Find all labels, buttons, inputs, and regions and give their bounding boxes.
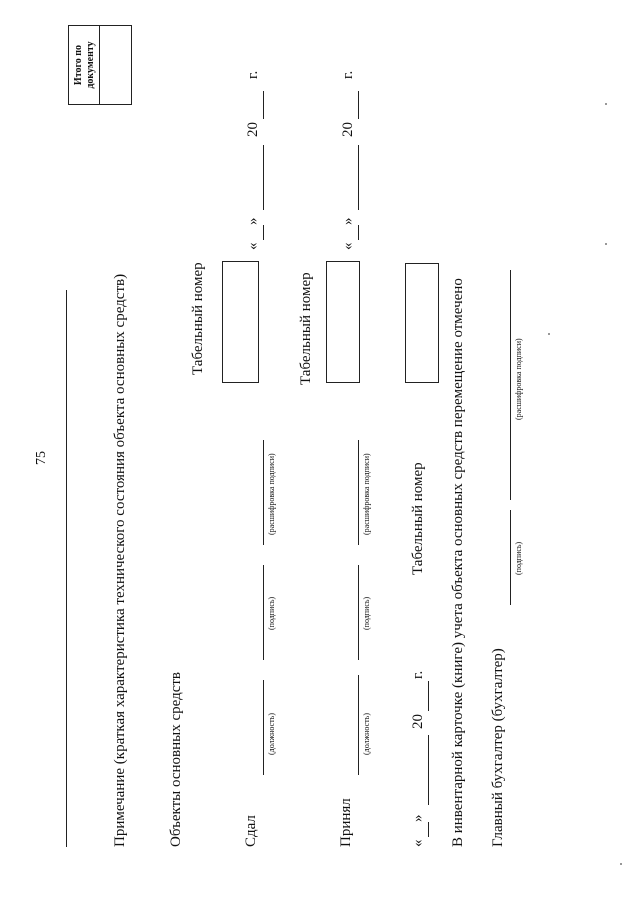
received-tab-label: Табельный номер [298, 272, 314, 385]
totals-value-cell[interactable] [99, 25, 132, 105]
date-row-tab-label: Табельный номер [410, 462, 426, 575]
handed-date-close: » [245, 217, 261, 225]
chief-signature-line[interactable] [510, 510, 511, 605]
handed-position-line[interactable] [263, 680, 264, 775]
received-decode-caption: (расшифровка подписи) [362, 453, 371, 535]
received-day-line[interactable] [358, 225, 359, 240]
handed-label: Сдал [243, 815, 259, 847]
received-year-prefix: 20 [340, 122, 356, 137]
handed-signature-line[interactable] [263, 565, 264, 660]
handed-decode-line[interactable] [263, 440, 264, 545]
date-row-year-prefix: 20 [410, 714, 426, 729]
scan-speck [605, 103, 607, 105]
handed-date-open: « [245, 242, 261, 250]
received-date-close: » [340, 217, 356, 225]
received-signature-line[interactable] [358, 565, 359, 660]
date-row-year-line[interactable] [428, 681, 429, 711]
scan-speck [605, 243, 607, 245]
received-date-open: « [340, 242, 356, 250]
chief-decode-caption: (расшифровка подписи) [514, 338, 523, 420]
handed-year-line[interactable] [263, 91, 264, 119]
chief-signature-caption: (подпись) [514, 541, 523, 575]
inventory-note: В инвентарной карточке (книге) учета объекта основных средств перемещение отмечено [450, 278, 466, 847]
totals-label: Итого по документу [73, 41, 96, 89]
handed-position-caption: (должность) [267, 713, 276, 755]
page-number: 75 [34, 451, 49, 465]
handed-decode-caption: (расшифровка подписи) [267, 453, 276, 535]
received-position-caption: (должность) [362, 713, 371, 755]
handed-month-line[interactable] [263, 145, 264, 210]
received-decode-line[interactable] [358, 440, 359, 545]
date-row-open: « [410, 839, 426, 847]
received-signature-caption: (подпись) [362, 596, 371, 630]
notes-label: Примечание (краткая характеристика технического состояния объекта основных средств) [112, 273, 128, 847]
scan-speck [548, 333, 550, 335]
date-row-close: » [410, 814, 426, 822]
chief-accountant-label: Главный бухгалтер (бухгалтер) [490, 648, 506, 847]
received-year-line[interactable] [358, 91, 359, 119]
top-rule [66, 290, 67, 847]
received-tab-number-box[interactable] [326, 261, 360, 383]
handed-signature-caption: (подпись) [267, 596, 276, 630]
handed-year-suffix: г. [245, 70, 261, 79]
totals-label-cell [68, 25, 102, 105]
objects-label: Объекты основных средств [168, 671, 184, 847]
date-row-tab-number-box[interactable] [405, 263, 439, 383]
date-row-day-line[interactable] [428, 822, 429, 837]
received-position-line[interactable] [358, 675, 359, 775]
date-row-month-line[interactable] [428, 735, 429, 805]
handed-tab-label: Табельный номер [190, 262, 206, 375]
chief-decode-line[interactable] [510, 270, 511, 500]
handed-tab-number-box[interactable] [222, 261, 259, 383]
received-year-suffix: г. [340, 70, 356, 79]
scan-speck [620, 863, 622, 865]
handed-year-prefix: 20 [245, 122, 261, 137]
date-row-year-suffix: г. [410, 670, 426, 679]
handed-day-line[interactable] [263, 225, 264, 240]
received-label: Принял [338, 798, 354, 847]
received-month-line[interactable] [358, 145, 359, 210]
